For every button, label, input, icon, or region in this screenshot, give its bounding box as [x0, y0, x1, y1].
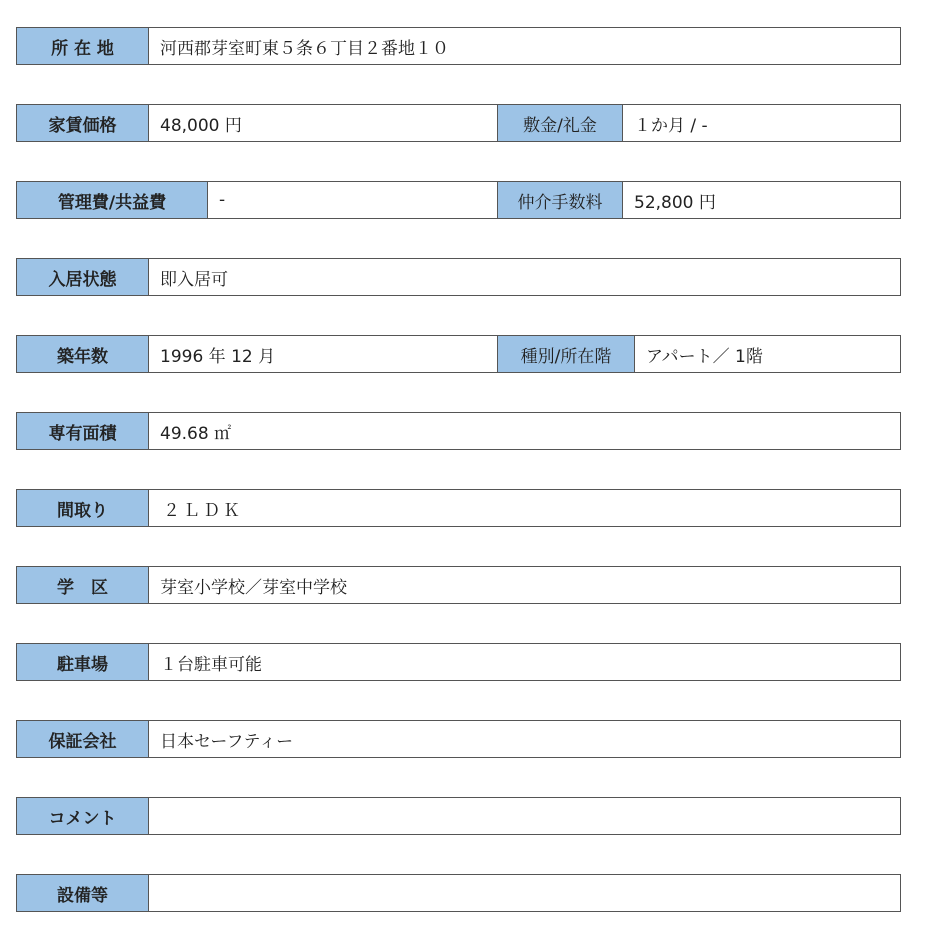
equipment-row	[16, 874, 901, 912]
address-row	[16, 27, 901, 65]
management-fee-row	[16, 181, 901, 219]
guarantor-value: 日本セーフティー	[148, 720, 901, 758]
address-value: 河西郡芽室町東５条６丁目２番地１０	[148, 27, 901, 65]
type-floor-value: アパート／ 1階	[634, 335, 901, 373]
comment-row	[16, 797, 901, 835]
school-district-row	[16, 566, 901, 604]
type-floor-label: 種別/所在階	[497, 335, 635, 373]
occupancy-row	[16, 258, 901, 296]
school-district-value: 芽室小学校／芽室中学校	[148, 566, 901, 604]
occupancy-label: 入居状態	[16, 258, 149, 296]
occupancy-value: 即入居可	[148, 258, 901, 296]
rent-label: 家賃価格	[16, 104, 149, 142]
built-label: 築年数	[16, 335, 149, 373]
deposit-label: 敷金/礼金	[497, 104, 623, 142]
guarantor-label: 保証会社	[16, 720, 149, 758]
parking-value: １台駐車可能	[148, 643, 901, 681]
management-fee-label: 管理費/共益費	[16, 181, 208, 219]
area-value: 49.68 ㎡	[148, 412, 901, 450]
area-label: 専有面積	[16, 412, 149, 450]
comment-label: コメント	[16, 797, 149, 835]
brokerage-fee-label: 仲介手数料	[497, 181, 623, 219]
equipment-label: 設備等	[16, 874, 149, 912]
comment-value	[148, 797, 901, 835]
area-row	[16, 412, 901, 450]
brokerage-fee-value: 52,800 円	[622, 181, 901, 219]
school-district-label: 学 区	[16, 566, 149, 604]
parking-label: 駐車場	[16, 643, 149, 681]
parking-row	[16, 643, 901, 681]
address-label: 所 在 地	[16, 27, 149, 65]
management-fee-value: -	[207, 181, 498, 219]
built-row	[16, 335, 901, 373]
floor-plan-row	[16, 489, 901, 527]
guarantor-row	[16, 720, 901, 758]
rent-value: 48,000 円	[148, 104, 498, 142]
built-value: 1996 年 12 月	[148, 335, 498, 373]
equipment-value	[148, 874, 901, 912]
floor-plan-value: ２ＬＤＫ	[148, 489, 901, 527]
floor-plan-label: 間取り	[16, 489, 149, 527]
rent-row	[16, 104, 901, 142]
deposit-value: １か月 / -	[622, 104, 901, 142]
